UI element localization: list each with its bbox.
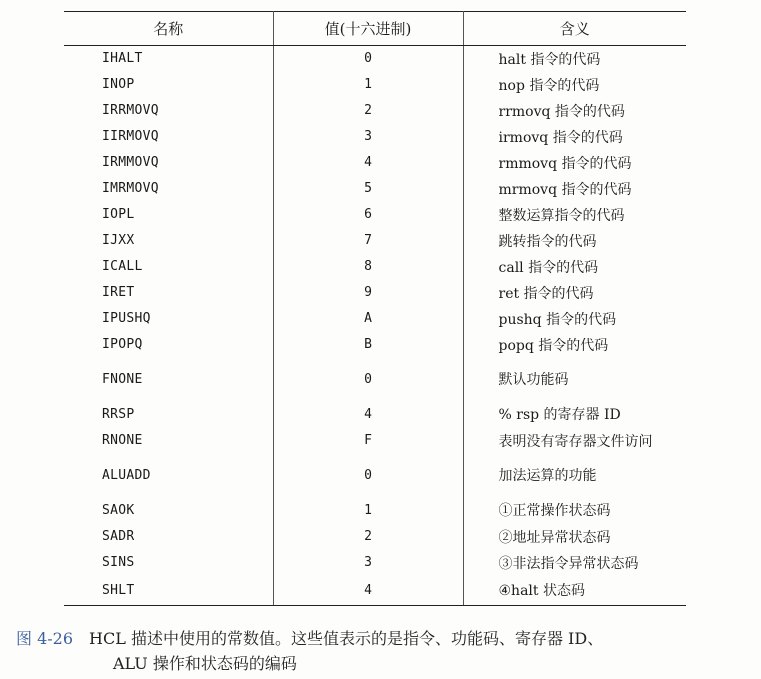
constant-value: 4 [273,576,463,606]
constant-meaning: ret 指令的代码 [498,285,594,302]
constant-value: 2 [273,98,463,124]
caption-text-2: ALU 操作和状态码的编码 [113,654,297,673]
constant-value: 0 [273,454,463,489]
constant-name: IPUSHQ [64,306,273,332]
table-row [64,124,686,150]
constant-value: 0 [273,46,463,72]
constant-value: B [273,332,463,358]
constant-name: SADR [64,524,273,550]
table-row [64,428,686,454]
table-row [64,254,686,280]
constant-meaning: 默认功能码 [498,372,569,388]
table-header [64,12,686,46]
constant-name: ICALL [64,254,273,280]
table-row [64,489,686,524]
table-row [64,176,686,202]
table-row [64,576,686,606]
table-row [64,228,686,254]
header-name: 名称 [64,12,273,46]
constant-name: IJXX [64,228,273,254]
constant-meaning: 加法运算的功能 [498,468,597,484]
constant-name: INOP [64,72,273,98]
table-row [64,150,686,176]
table-row [64,98,686,124]
header-value: 值(十六进制) [273,12,463,46]
constant-meaning: 整数运算指令的代码 [498,207,625,224]
constant-name: SINS [64,550,273,576]
constant-meaning: ②地址异常状态码 [498,529,611,546]
caption-text-1: HCL 描述中使用的常数值。这些值表示的是指令、功能码、寄存器 ID、 [89,629,604,648]
constant-meaning: irmovq 指令的代码 [498,129,623,146]
header-meaning: 含义 [463,12,686,46]
table-row [64,393,686,428]
constant-meaning: popq 指令的代码 [498,337,609,354]
constant-value: 3 [273,550,463,576]
constant-meaning: ④halt 状态码 [463,576,686,606]
constant-name: IPOPQ [64,332,273,358]
constant-value: 4 [273,150,463,176]
constant-meaning: pushq 指令的代码 [498,311,617,328]
table-row [64,202,686,228]
constant-value: 3 [273,124,463,150]
table-row [64,72,686,98]
table-row [64,524,686,550]
constant-name: IHALT [64,46,273,72]
constant-meaning: rmmovq 指令的代码 [498,155,632,172]
constant-name: SAOK [64,489,273,524]
table-row [64,358,686,393]
constant-name: IMRMOVQ [64,176,273,202]
constant-value: 1 [273,489,463,524]
constant-value: 5 [273,176,463,202]
table-body [64,46,686,606]
constant-meaning: 表明没有寄存器文件访问 [498,433,653,450]
constant-meaning: 跳转指令的代码 [498,233,597,250]
hcl-constants-table [64,11,686,606]
constant-name: IIRMOVQ [64,124,273,150]
constant-meaning: ③非法指令异常状态码 [498,555,639,572]
table-row [64,280,686,306]
constant-value: 6 [273,202,463,228]
constant-name: IRMMOVQ [64,150,273,176]
table-row [64,306,686,332]
constant-name: IRRMOVQ [64,98,273,124]
constant-name: IRET [64,280,273,306]
constant-value: 9 [273,280,463,306]
constant-value: A [273,306,463,332]
constant-value: 0 [273,358,463,393]
constant-meaning: nop 指令的代码 [498,77,600,94]
table-row [64,550,686,576]
constant-value: F [273,428,463,454]
constant-value: 8 [273,254,463,280]
table-row [64,46,686,72]
constant-value: 7 [273,228,463,254]
constant-meaning: halt 指令的代码 [498,51,601,68]
constant-name: ALUADD [64,454,273,489]
figure-caption [16,626,761,676]
constant-meaning: rrmovq 指令的代码 [498,103,625,120]
table-row [64,454,686,489]
constant-meaning: ①正常操作状态码 [498,503,611,519]
constant-value: 1 [273,72,463,98]
caption-line-1 [16,626,761,651]
constant-value: 2 [273,524,463,550]
constant-name: RRSP [64,393,273,428]
constant-meaning: mrmovq 指令的代码 [498,181,632,198]
constant-meaning: call 指令的代码 [498,259,599,276]
figure-label: 图 4-26 [16,629,74,648]
constant-value: 4 [273,393,463,428]
constant-name: SHLT [64,576,273,606]
constant-name: RNONE [64,428,273,454]
constant-meaning: % rsp 的寄存器 ID [498,407,621,423]
constant-name: IOPL [64,202,273,228]
constant-name: FNONE [64,358,273,393]
table-row [64,332,686,358]
